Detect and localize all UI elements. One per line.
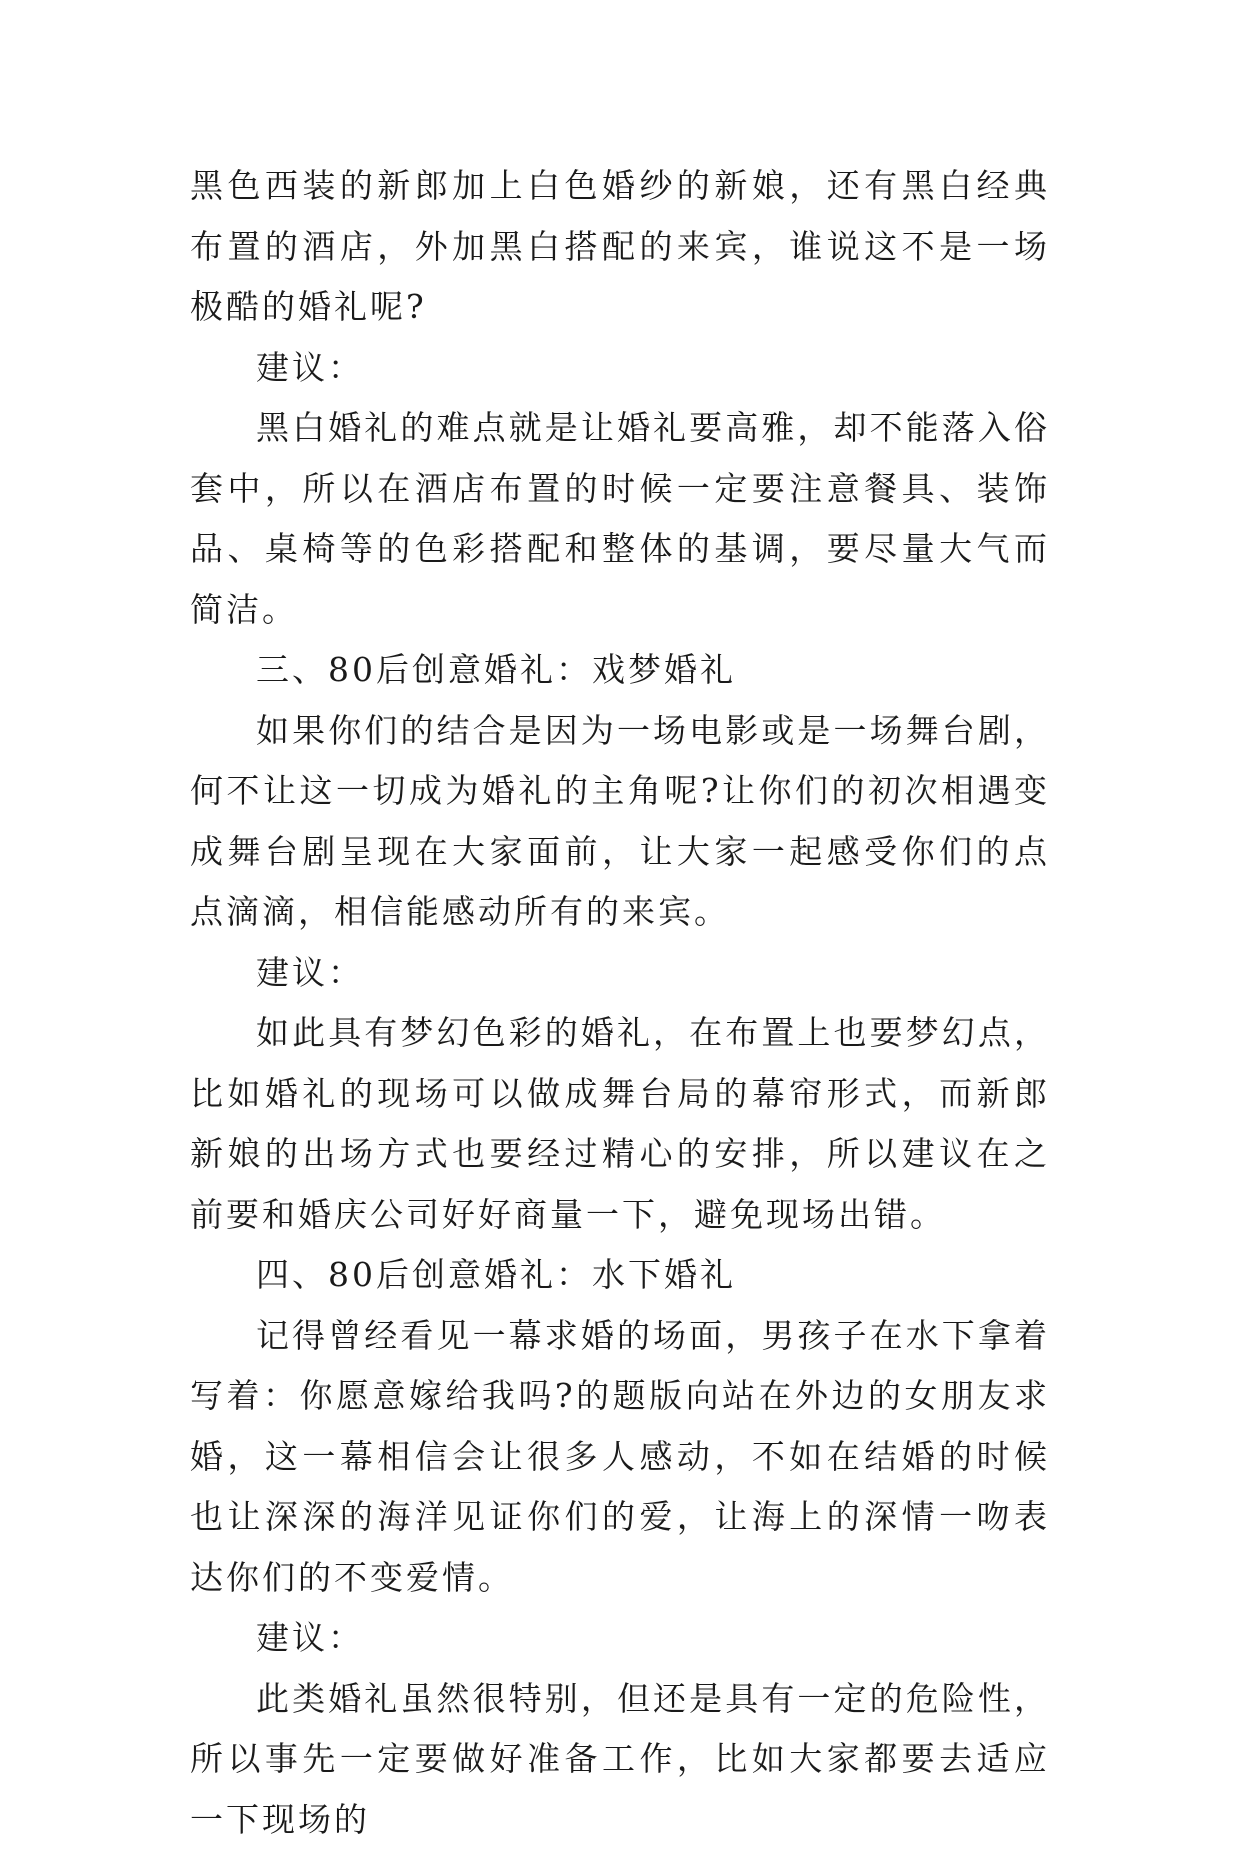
paragraph: 黑色西装的新郎加上白色婚纱的新娘，还有黑白经典布置的酒店，外加黑白搭配的来宾，谁说这不是一场极酷的婚礼呢?	[190, 156, 1050, 338]
paragraph-heading-suggestion: 建议：	[190, 943, 1050, 1004]
section-heading: 三、80后创意婚礼：戏梦婚礼	[190, 640, 1050, 701]
paragraph-heading-suggestion: 建议：	[190, 1608, 1050, 1669]
paragraph-heading-suggestion: 建议：	[190, 338, 1050, 399]
paragraph: 如此具有梦幻色彩的婚礼，在布置上也要梦幻点，比如婚礼的现场可以做成舞台局的幕帘形式，而新郎新娘的出场方式也要经过精心的安排，所以建议在之前要和婚庆公司好好商量一下，避免现场出错。	[190, 1003, 1050, 1245]
paragraph: 记得曾经看见一幕求婚的场面，男孩子在水下拿着写着：你愿意嫁给我吗?的题版向站在外边的女朋友求婚，这一幕相信会让很多人感动，不如在结婚的时候也让深深的海洋见证你们的爱，让海上的深情一吻表达你们的不变爱情。	[190, 1306, 1050, 1609]
paragraph: 黑白婚礼的难点就是让婚礼要高雅，却不能落入俗套中，所以在酒店布置的时候一定要注意餐具、装饰品、桌椅等的色彩搭配和整体的基调，要尽量大气而简洁。	[190, 398, 1050, 640]
paragraph: 如果你们的结合是因为一场电影或是一场舞台剧，何不让这一切成为婚礼的主角呢?让你们的初次相遇变成舞台剧呈现在大家面前，让大家一起感受你们的点点滴滴，相信能感动所有的来宾。	[190, 701, 1050, 943]
section-heading: 四、80后创意婚礼：水下婚礼	[190, 1245, 1050, 1306]
paragraph: 此类婚礼虽然很特别，但还是具有一定的危险性，所以事先一定要做好准备工作，比如大家都要去适应一下现场的	[190, 1669, 1050, 1850]
document-body	[190, 156, 1050, 1850]
